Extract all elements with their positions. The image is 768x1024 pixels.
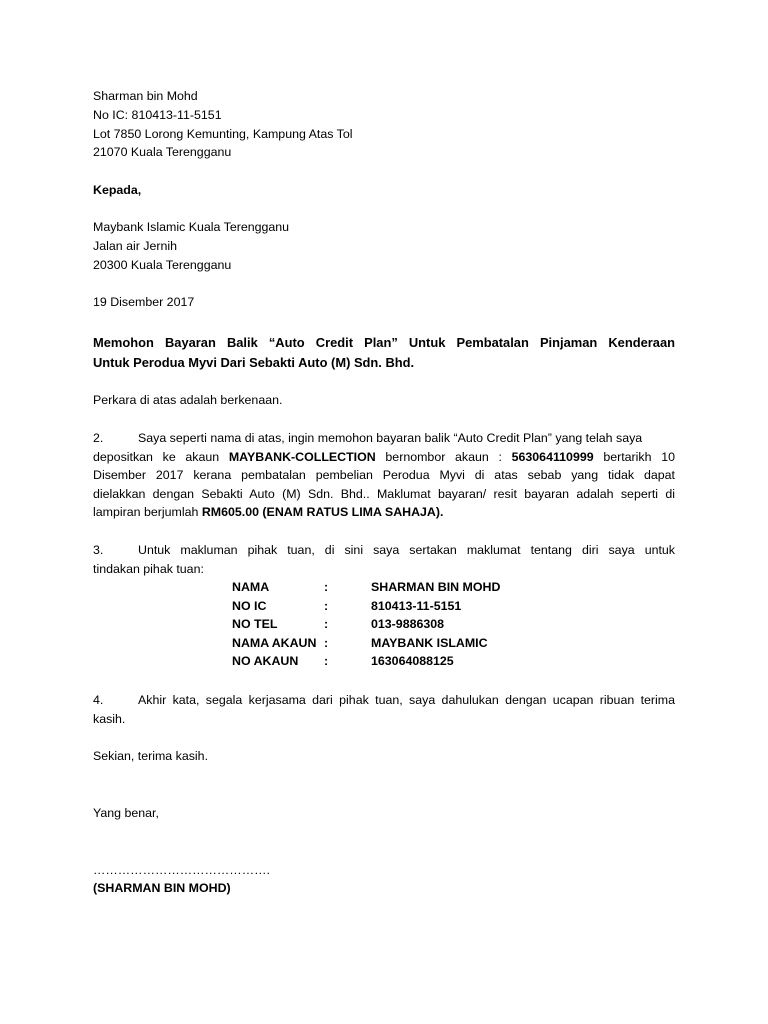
details-key: NO AKAUN bbox=[232, 654, 299, 669]
para2-account-name: MAYBANK-COLLECTION bbox=[228, 449, 376, 464]
para3-line1-text: Untuk makluman pihak tuan, di sini saya sertakan maklumat tentang diri saya untuk bbox=[138, 543, 675, 557]
closing-text: Sekian, terima kasih. bbox=[93, 749, 209, 763]
para2-line1 bbox=[93, 429, 675, 448]
para2-line5 bbox=[93, 503, 675, 522]
sender-address-line1: Lot 7850 Lorong Kemunting, Kampung Atas Tol bbox=[93, 127, 353, 141]
para4-line1-text: Akhir kata, segala kerjasama dari pihak tuan, saya dahulukan dengan ucapan ribuan terima bbox=[138, 693, 675, 707]
sender-address-line2: 21070 Kuala Terengganu bbox=[93, 145, 232, 159]
para2-line3: Disember 2017 kerana pembatalan pembelian Perodua Myvi di atas sebab yang tidak dapat bbox=[93, 468, 675, 483]
details-key: NAMA bbox=[232, 580, 270, 594]
para2-line1-text: Saya seperti nama di atas, ingin memohon bayaran balik “Auto Credit Plan” yang telah saya bbox=[138, 431, 643, 445]
details-colon: : bbox=[324, 654, 329, 669]
para2-line2-text-c: bernombor akaun : bbox=[375, 449, 512, 464]
para3-line2: tindakan pihak tuan: bbox=[93, 561, 204, 576]
para2-line2 bbox=[93, 448, 675, 467]
para2-account-number: 563064110999 bbox=[511, 449, 594, 464]
details-key: NO TEL bbox=[232, 617, 278, 632]
sender-name: Sharman bin Mohd bbox=[93, 89, 198, 103]
paragraph-2 bbox=[93, 429, 675, 522]
details-value: 163064088125 bbox=[371, 654, 454, 669]
subject-line1: Memohon Bayaran Balik “Auto Credit Plan” Untuk Pembatalan Pinjaman Kenderaan bbox=[93, 335, 675, 350]
details-value: 810413-11-5151 bbox=[371, 598, 462, 613]
details-colon: : bbox=[324, 635, 329, 650]
para2-line5-text-c: . bbox=[440, 505, 444, 520]
para4-line1 bbox=[93, 691, 675, 710]
para2-amount: RM605.00 (ENAM RATUS LIMA SAHAJA) bbox=[201, 505, 441, 520]
para4-line2: kasih. bbox=[93, 711, 126, 726]
para2-line4: dielakkan dengan Sebakti Auto (M) Sdn. Bhd.. Maklumat bayaran/ resit bayaran adalah seperti di bbox=[93, 486, 675, 501]
para4-number: 4. bbox=[93, 693, 104, 707]
details-value: MAYBANK ISLAMIC bbox=[371, 635, 488, 650]
signoff-text: Yang benar, bbox=[93, 806, 159, 820]
para3-line1 bbox=[93, 541, 675, 560]
sender-ic: No IC: 810413-11-5151 bbox=[93, 108, 222, 122]
details-value: 013-9886308 bbox=[371, 617, 445, 632]
subject-line2: Untuk Perodua Myvi Dari Sebakti Auto (M) Sdn. Bhd. bbox=[93, 355, 415, 370]
paragraph-4 bbox=[93, 691, 675, 728]
signature-line: ……………………………………. bbox=[93, 863, 270, 877]
recipient-salutation: Kepada, bbox=[93, 183, 142, 197]
recipient-address-line2: 20300 Kuala Terengganu bbox=[93, 258, 232, 272]
details-key: NAMA AKAUN bbox=[232, 635, 317, 650]
details-colon: : bbox=[324, 598, 329, 613]
details-value: SHARMAN BIN MOHD bbox=[371, 580, 501, 594]
recipient-name: Maybank Islamic Kuala Terengganu bbox=[93, 220, 290, 234]
letter-date: 19 Disember 2017 bbox=[93, 295, 195, 309]
para2-line2-text-e: bertarikh 10 bbox=[593, 449, 675, 464]
letter-subject bbox=[93, 333, 675, 373]
para2-number: 2. bbox=[93, 431, 104, 445]
intro-text: Perkara di atas adalah berkenaan. bbox=[93, 393, 283, 407]
para2-line2-text-a: depositkan ke akaun bbox=[93, 449, 229, 464]
recipient-address-line1: Jalan air Jernih bbox=[93, 239, 178, 253]
details-colon: : bbox=[324, 580, 329, 594]
para3-number: 3. bbox=[93, 543, 104, 557]
details-colon: : bbox=[324, 617, 329, 632]
details-key: NO IC bbox=[232, 598, 267, 613]
para2-line5-text-a: lampiran berjumlah bbox=[93, 505, 202, 520]
paragraph-3 bbox=[93, 541, 675, 578]
signature-name: (SHARMAN BIN MOHD) bbox=[93, 881, 231, 895]
